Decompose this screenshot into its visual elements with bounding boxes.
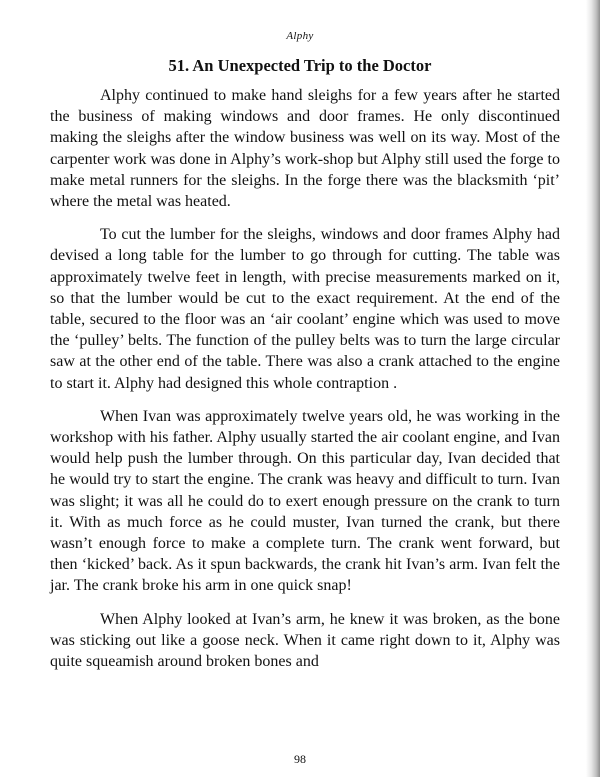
chapter-title: 51. An Unexpected Trip to the Doctor <box>168 56 432 75</box>
running-head: Alphy <box>286 30 314 42</box>
paragraph: When Ivan was approximately twelve years old, he was working in the workshop with his father. Alphy usually started the air coolant engine, and Ivan would help push the lumber through. On this particular day, Ivan decided that he would try to start the engine. The crank was heavy and difficult to turn. Ivan was slight; it was all he could do to exert enough pressure on the crank to turn it. With as much force as he could muster, Ivan turned the crank, but there wasn’t enough force to make a complete turn. The crank went forward, but then ‘kicked’ back. As it spun backwards, the crank hit Ivan’s arm. Ivan felt the jar. The crank broke his arm in one quick snap! <box>50 407 560 595</box>
page-binding-shadow <box>586 0 600 777</box>
page-number: 98 <box>294 752 306 766</box>
paragraph: When Alphy looked at Ivan’s arm, he knew it was broken, as the bone was sticking out like a goose neck. When it came right down to it, Alphy was quite squeamish around broken bones and <box>50 610 560 671</box>
paragraph: To cut the lumber for the sleighs, windows and door frames Alphy had devised a long table for the lumber to go through for cutting. The table was approximately twelve feet in length, with precise measurements marked on it, so that the lumber would be cut to the exact requirement. At the end of the table, secured to the floor was an ‘air coolant’ engine which was used to move the ‘pulley’ belts. The function of the pulley belts was to turn the large circular saw at the other end of the table. There was also a crank attached to the engine to start it. Alphy had designed this whole contraption . <box>50 226 560 392</box>
paragraph: Alphy continued to make hand sleighs for a few years after he started the business of making windows and door frames. He only discontinued making the sleighs after the window business was well on its way. Most of the carpenter work was done in Alphy’s work-shop but Alphy still used the forge to make metal runners for the sleighs. In the forge there was the blacksmith ‘pit’ where the metal was heated. <box>50 87 560 211</box>
body-text <box>50 85 560 684</box>
